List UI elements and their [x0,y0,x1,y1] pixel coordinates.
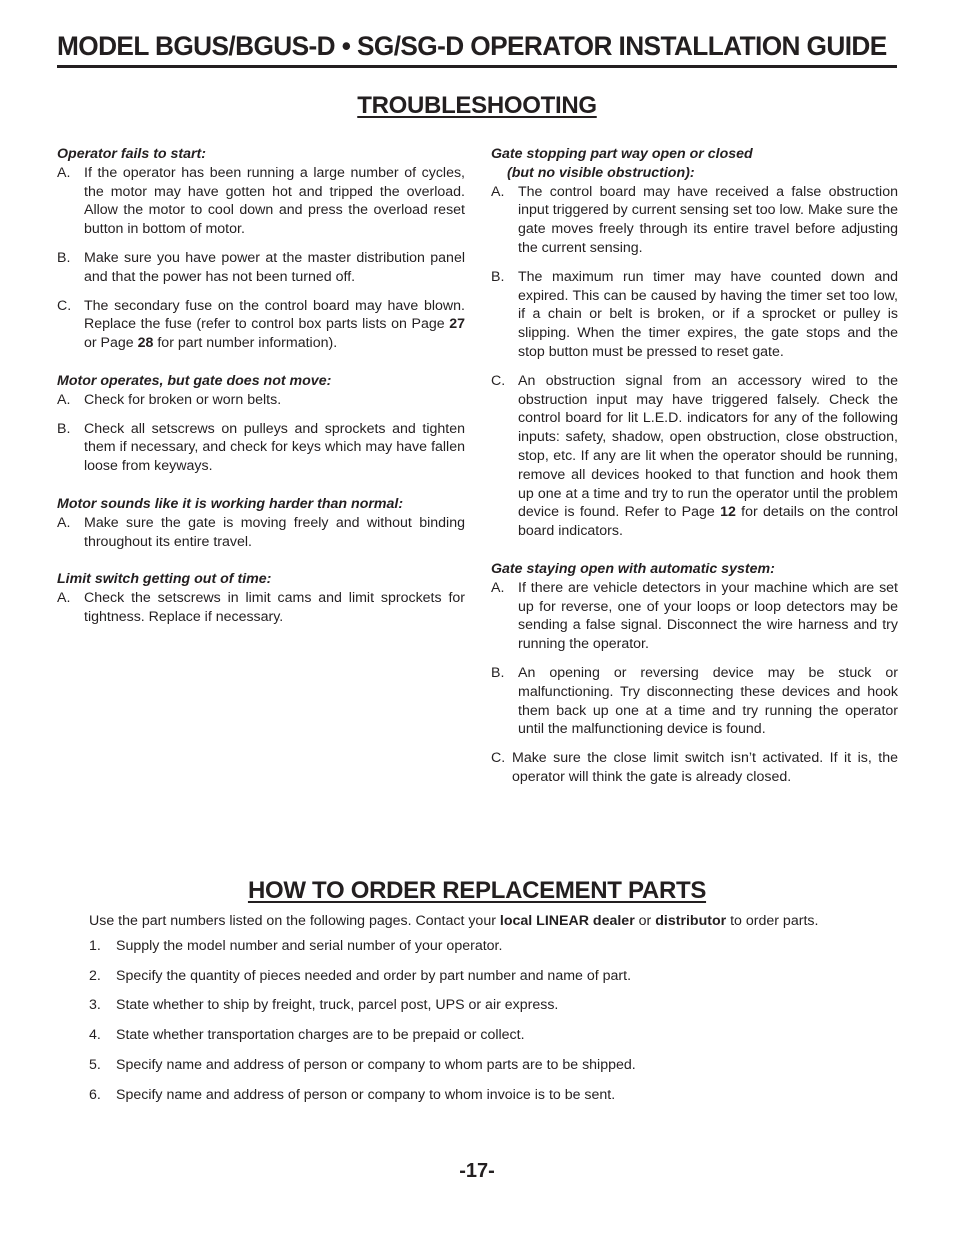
step-text: Supply the model number and serial number of your operator. [116,937,503,954]
list-item [491,183,898,258]
item-letter: A. [57,164,71,181]
issue-limit-switch-out-of-time [57,570,465,626]
item-text: If there are vehicle detectors in your machine which are set up for reverse, one of your loops or loop detectors may be sending a false signal. Disconnect the wire harness and try running the operator. [518,579,898,653]
list-item [89,937,859,956]
list-item [491,372,898,541]
item-letter: A. [57,514,71,531]
item-text-part: The secondary fuse on the control board may have blown. Replace the fuse (refer to control box parts lists on Page [84,297,465,333]
list-item [89,1026,859,1045]
step-text: Specify name and address of person or company to whom invoice is to be sent. [116,1086,616,1103]
ordering-title: HOW TO ORDER REPLACEMENT PARTS [247,877,707,904]
page-reference: 27 [449,316,465,333]
item-letter: A. [57,590,71,607]
list-item [57,297,465,353]
item-text-part: An obstruction signal from an accessory wired to the obstruction input may have triggered falsely. Check the control board for lit L.E.D. indicators for any of the following inputs: safety, shadow, open obstruction, close obstruction, stop, etc. If any are lit when the operator should be running, remove all devices hooked to that function and hook them up one at a time and try to run the operator until the problem device is found. Refer to Page [518,372,898,521]
issue-heading-line: Gate stopping part way open or closed [491,146,753,162]
intro-bold-distributor: distributor [655,913,727,929]
step-text: Specify the quantity of pieces needed and order by part number and name of part. [116,967,632,984]
item-text: Make sure the gate is moving freely and without binding throughout its entire travel. [84,514,465,550]
item-text-part: for part number information). [153,335,338,352]
list-item [57,514,465,552]
intro-text-part: Use the part numbers listed on the following pages. Contact your [89,913,500,929]
list-item [57,164,465,239]
item-text [84,297,465,353]
item-letter: B. [491,664,505,681]
item-text: The control board may have received a false obstruction input triggered by current sensing set too low. Make sure the gate moves freely through its entire travel before adjusting the current sensing. [518,183,898,256]
step-text: State whether transportation charges are to be prepaid or collect. [116,1027,525,1044]
intro-text-part: to order parts. [726,913,819,929]
issue-heading: Limit switch getting out of time: [57,571,272,588]
page-header-title: MODEL BGUS/BGUS-D • SG/SG-D OPERATOR INSTALLATION GUIDE [57,31,887,61]
step-number: 1. [89,937,101,954]
item-letter: C. [491,372,506,389]
item-text-part: for details on the control board indicators. [518,504,898,540]
list-item [89,1056,859,1075]
list-item [491,268,898,362]
list-item [57,249,465,287]
intro-text-part: or [634,913,656,929]
page-reference: 12 [720,504,736,521]
item-letter: A. [57,391,71,408]
issue-gate-staying-open [491,560,898,787]
list-item [57,589,465,627]
step-text: Specify name and address of person or company to whom parts are to be shipped. [116,1056,636,1073]
issue-motor-operates-gate-not-moving [57,372,465,476]
item-text-part: or Page [84,335,138,352]
list-item [89,996,859,1015]
list-item [491,664,898,739]
issue-heading: Motor operates, but gate does not move: [57,372,332,389]
item-text [518,372,898,541]
issue-heading [491,145,898,183]
step-text: State whether to ship by freight, truck, parcel post, UPS or air express. [116,997,559,1014]
list-item [491,749,898,787]
troubleshooting-left-column [57,145,465,646]
list-item [89,967,859,986]
issue-subheading: (but no visible obstruction): [507,164,695,181]
item-letter: C. [57,297,72,314]
item-text: An opening or reversing device may be stuck or malfunctioning. Try disconnecting these devices and hook them back up one at a time and try running the operator until the malfunctioning device is found. [518,664,898,738]
troubleshooting-right-column [491,145,898,806]
page-reference: 28 [137,335,154,352]
issue-operator-fails-to-start [57,145,465,353]
list-item [57,391,465,410]
issue-heading: Operator fails to start: [57,146,206,162]
item-letter: B. [491,268,505,285]
item-letter: B. [57,249,71,266]
step-number: 5. [89,1056,101,1073]
list-item [89,1086,859,1105]
intro-bold-dealer: local LINEAR dealer [499,913,635,929]
item-letter: A. [491,183,505,200]
ordering-steps [89,937,859,1105]
item-text: Check the setscrews in limit cams and limit sprockets for tightness. Replace if necessary. [84,590,465,625]
issue-motor-working-harder [57,495,465,551]
step-number: 4. [89,1027,101,1044]
item-text: Make sure you have power at the master distribution panel and that the power has not been turned off. [84,249,465,285]
item-letter: C. [491,750,506,767]
issue-heading: Motor sounds like it is working harder than normal: [57,495,404,512]
step-number: 2. [89,967,101,984]
item-letter: B. [57,420,71,437]
item-text: Make sure the close limit switch isn’t activated. If it is, the operator will think the gate is already closed. [512,750,898,785]
item-text: If the operator has been running a large number of cycles, the motor may have gotten hot and tripped the overload. Allow the motor to cool down and press the overload reset button in bottom of motor. [84,164,465,238]
list-item [57,420,465,476]
issue-heading: Gate staying open with automatic system: [491,560,775,577]
item-text: Check for broken or worn belts. [84,391,282,408]
header-divider [57,65,897,68]
page-number: -17- [459,1160,495,1182]
troubleshooting-title: TROUBLESHOOTING [357,92,597,119]
ordering-intro [89,912,859,931]
item-letter: A. [491,579,505,596]
issue-gate-stopping-part-way [491,145,898,541]
step-number: 3. [89,997,101,1014]
step-number: 6. [89,1086,101,1103]
ordering-section [89,912,859,1116]
list-item [491,579,898,654]
item-text: Check all setscrews on pulleys and sprockets and tighten them if necessary, and check for keys which may have fallen loose from keyways. [84,420,465,475]
item-text: The maximum run timer may have counted down and expired. This can be caused by having the timer set too low, if a chain or belt is broken, or if a sprocket or pulley is slipping. When the timer expires, the gate stops and the stop button must be pressed to reset gate. [518,268,898,360]
